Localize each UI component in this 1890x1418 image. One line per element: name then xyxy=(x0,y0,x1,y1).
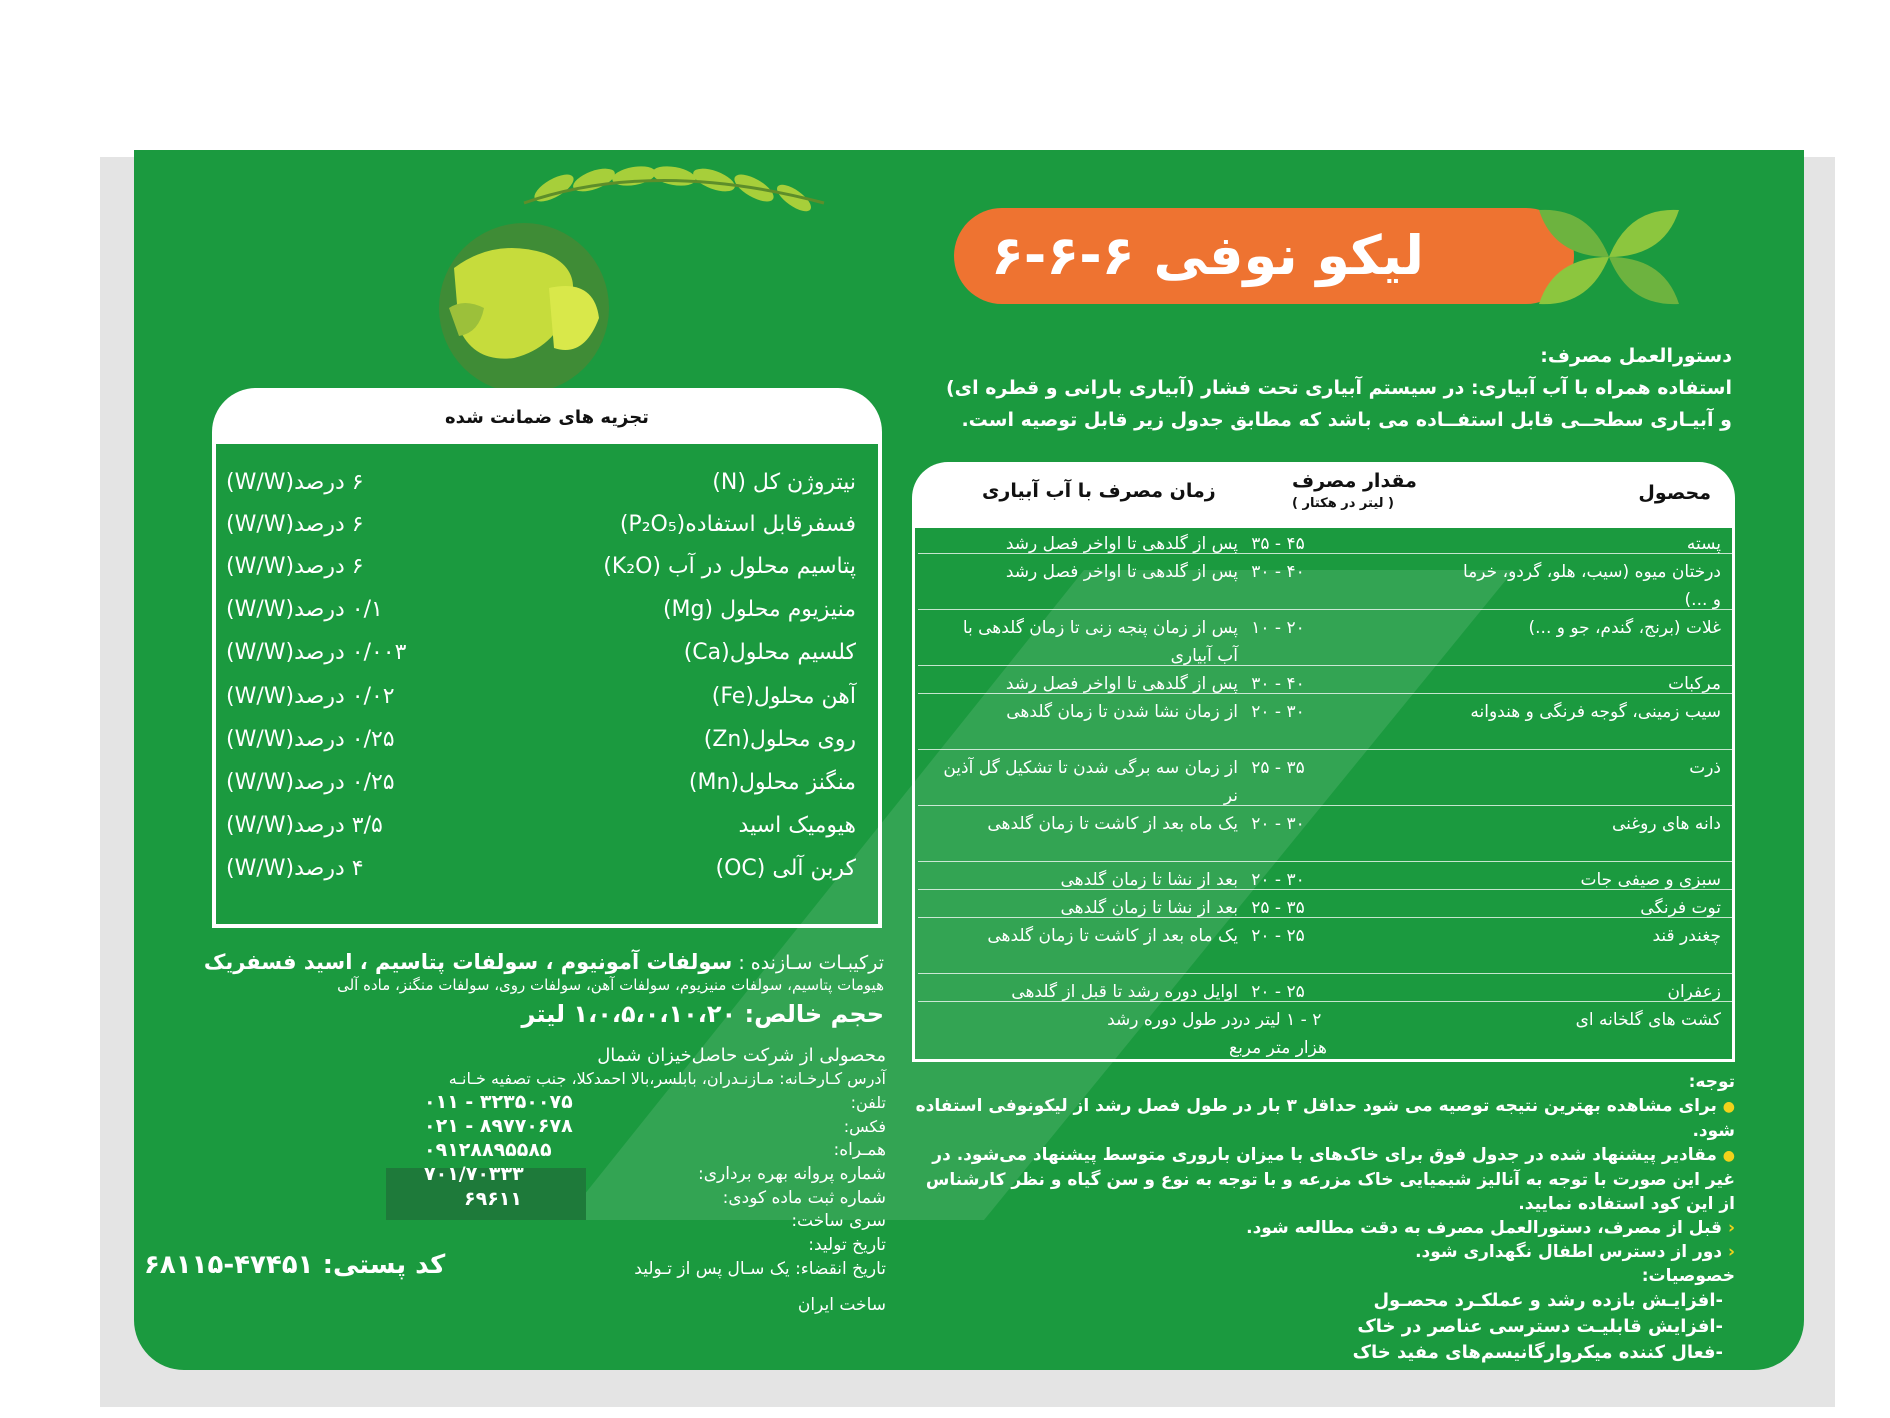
analysis-title: تجزیه های ضمانت شده xyxy=(212,388,882,444)
header-amount-unit: ( لیتر در هکتار ) xyxy=(1292,496,1394,511)
composition-line xyxy=(164,950,884,974)
analysis-row xyxy=(226,597,862,637)
note-text: مقادیر پیشنهاد شده در جدول فوق برای خاک‌های با میزان باروری متوسط پیشنهاد می‌شود. در غیر این صورت با توجه به آنالیز شیمیایی خاک مزرعه و با توجه به نوع و سن گیاه و نظر کارشناس از این کود استفاده نمایید. xyxy=(925,1145,1735,1214)
registration-label: شماره ثبت ماده کودی: xyxy=(722,1188,886,1208)
warning-text: قبل از مصرف، دستورالعمل مصرف به دقت مطالعه شود. xyxy=(1246,1218,1723,1238)
expiry-date: تاریخ انقضاء: یک سـال پس از تـولید xyxy=(634,1259,886,1279)
company-address: آدرس کـارخـانه: مـازنـدران، بابلسر،بالا احمدکلا، جنب تصفیه خـانـه xyxy=(448,1069,886,1088)
row-crop: پسته xyxy=(1686,534,1721,554)
row-amount: ۳۰ - ۲۰ xyxy=(1251,702,1305,722)
mobile-label: همـراه: xyxy=(833,1140,886,1160)
table-row xyxy=(918,750,1735,806)
analysis-value: ۰/۲۵ درصد(W/W) xyxy=(226,727,395,752)
row-crop: غلات (برنج، گندم، جو و ...) xyxy=(1528,618,1721,638)
table-row xyxy=(918,694,1735,750)
composition-label: ترکیبـات سـازنده : xyxy=(738,952,884,974)
analysis-row xyxy=(226,512,862,552)
row-time: اوایل دوره رشد تا قبل از گلدهی xyxy=(1011,982,1238,1002)
analysis-value: ۶ درصد(W/W) xyxy=(226,512,364,537)
row-amount: ۲۰ - ۱۰ xyxy=(1251,618,1305,638)
feature-item: -افزایش قابلیـت دسترسی عناصر در خاک xyxy=(1357,1316,1723,1337)
made-in: ساخت ایران xyxy=(797,1295,886,1315)
analysis-value: ۰/۲۵ درصد(W/W) xyxy=(226,770,395,795)
registration-value: ۶۹۶۱۱ xyxy=(464,1188,522,1210)
permit-label: شماره پروانه بهره برداری: xyxy=(698,1164,886,1184)
fax-value: ۰۲۱ - ۸۹۷۷۰۶۷۸ xyxy=(424,1115,573,1137)
table-row xyxy=(918,666,1735,694)
row-time: از زمان نشا شدن تا زمان گلدهی xyxy=(1006,702,1238,722)
table-row xyxy=(918,1002,1735,1058)
bullet-icon: ● xyxy=(1722,1148,1735,1164)
analysis-row xyxy=(226,856,862,896)
row-crop: مرکبات xyxy=(1668,674,1721,694)
analysis-name: فسفرقابل استفاده(P₂O₅) xyxy=(619,512,856,537)
feature-item: -فعال کننده میکروارگانیسم‌های مفید خاک xyxy=(1352,1342,1723,1363)
postal-code: کد پستی: ۴۷۴۵۱-۶۸۱۱۵ xyxy=(144,1250,446,1280)
warning-text: دور از دسترس اطفال نگهداری شود. xyxy=(1415,1242,1723,1262)
row-crop: سیب زمینی، گوجه فرنگی و هندوانه xyxy=(1470,702,1721,722)
row-amount: ۳۵ - ۲۵ xyxy=(1251,758,1305,778)
row-amount: ۴۰ - ۳۰ xyxy=(1251,562,1305,582)
analysis-row xyxy=(226,554,862,594)
table-row xyxy=(918,918,1735,974)
analysis-value: ۴ درصد(W/W) xyxy=(226,856,364,881)
row-crop: درختان میوه (سیب، هلو، گردو، خرما و ...) xyxy=(1463,562,1721,610)
analysis-name: پتاسیم محلول در آب (K₂O) xyxy=(603,554,856,579)
permit-value: ۷۰۱/۷۰۳۳۳ xyxy=(424,1163,524,1185)
chevron-icon: ‹ xyxy=(1727,1218,1735,1238)
fax-label: فکس: xyxy=(843,1117,886,1136)
chevron-icon: ‹ xyxy=(1727,1242,1735,1262)
analysis-name: نیتروژن کل (N) xyxy=(712,470,856,495)
row-time: یک ماه بعد از کاشت تا زمان گلدهی xyxy=(987,926,1238,946)
feature-item: -افزایـش بازده رشد و عملکـرد محصـول xyxy=(1373,1290,1723,1311)
table-header xyxy=(912,462,1735,528)
table-row xyxy=(918,554,1735,610)
row-crop: چغندر قند xyxy=(1652,926,1721,946)
note-text: برای مشاهده بهترین نتیجه توصیه می شود حداقل ۳ بار در طول فصل رشد از لیکونوفی استفاده شود. xyxy=(915,1096,1735,1141)
row-time: از زمان سه برگی شدن تا تشکیل گل آذین نر xyxy=(943,758,1238,806)
analysis-row xyxy=(226,640,862,680)
analysis-name: هیومیک اسید xyxy=(738,813,856,838)
usage-table xyxy=(912,462,1735,1062)
analysis-row xyxy=(226,727,862,767)
analysis-value: ۶ درصد(W/W) xyxy=(226,554,364,579)
row-amount: ۳۰ - ۲۰ xyxy=(1251,814,1305,834)
row-time: بعد از نشا تا زمان گلدهی xyxy=(1060,898,1238,918)
table-row xyxy=(918,862,1735,890)
analysis-name: منگنز محلول(Mn) xyxy=(688,770,856,795)
analysis-row xyxy=(226,770,862,810)
row-crop: ذرت xyxy=(1689,758,1721,778)
row-amount: ۳۵ - ۲۵ xyxy=(1251,898,1305,918)
row-time: بعد از نشا تا زمان گلدهی xyxy=(1060,870,1238,890)
notes-heading: توجه: xyxy=(1688,1072,1735,1092)
warning-item xyxy=(912,1216,1735,1240)
table-row xyxy=(918,890,1735,918)
row-amount: ۳۰ - ۲۰ xyxy=(1251,870,1305,890)
guaranteed-analysis xyxy=(212,388,882,928)
header-amount: مقدار مصرف xyxy=(1292,470,1417,492)
analysis-value: ۰/۰۲ درصد(W/W) xyxy=(226,684,395,709)
instructions-line-1: استفاده همراه با آب آبیاری: در سیستم آبیاری تحت فشار (آبیاری بارانی و قطره ای) xyxy=(945,377,1732,399)
analysis-name: روی محلول(Zn) xyxy=(703,727,856,752)
notes-block xyxy=(912,1070,1735,1366)
table-row xyxy=(918,974,1735,1002)
features-heading: خصوصیات: xyxy=(1641,1266,1735,1286)
label-panel xyxy=(134,150,1804,1370)
row-crop: دانه های روغنی xyxy=(1611,814,1721,834)
bullet-icon: ● xyxy=(1722,1099,1735,1115)
net-volume: حجم خالص: ۱،۰،۵،۰،۱۰،۲۰ لیتر xyxy=(521,1000,884,1028)
row-crop: توت فرنگی xyxy=(1640,898,1721,918)
row-amount: ۴۵ - ۳۵ xyxy=(1251,534,1305,554)
usage-instructions xyxy=(914,340,1732,436)
row-amount: ۲ - ۱ لیتر در هزار متر مربع xyxy=(1229,1010,1327,1058)
phone-label: تلفن: xyxy=(850,1093,886,1112)
warning-item xyxy=(912,1240,1735,1264)
analysis-name: کلسیم محلول(Ca) xyxy=(683,640,856,665)
analysis-name: کربن آلی (OC) xyxy=(715,856,856,881)
analysis-name: آهن محلول(Fe) xyxy=(711,684,856,709)
note-bullet xyxy=(912,1143,1735,1216)
header-crop: محصول xyxy=(1638,482,1711,504)
row-time: پس از گلدهی تا اواخر فصل رشد xyxy=(1005,534,1238,554)
mobile-value: ۰۹۱۲۸۸۹۵۵۸۵ xyxy=(424,1139,552,1161)
row-time: در طول دوره رشد xyxy=(1107,1010,1238,1030)
table-row xyxy=(918,526,1735,554)
composition-secondary: هیومات پتاسیم، سولفات منیزیوم، سولفات آهن، سولفات روی، سولفات منگنز، ماده آلی xyxy=(337,976,884,994)
row-time: یک ماه بعد از کاشت تا زمان گلدهی xyxy=(987,814,1238,834)
phone-value: ۰۱۱ - ۳۲۳۵۰۰۷۵ xyxy=(424,1091,573,1113)
table-body xyxy=(912,524,1735,1062)
analysis-value: ۶ درصد(W/W) xyxy=(226,470,364,495)
analysis-name: منیزیوم محلول (Mg) xyxy=(662,597,856,622)
header-time: زمان مصرف با آب آبیاری xyxy=(982,480,1216,502)
batch-label: سری ساخت: xyxy=(791,1211,886,1231)
composition-block xyxy=(164,950,884,1028)
row-time: پس از گلدهی تا اواخر فصل رشد xyxy=(1005,562,1238,582)
note-bullet xyxy=(912,1094,1735,1143)
row-amount: ۴۰ - ۳۰ xyxy=(1251,674,1305,694)
analysis-row xyxy=(226,470,862,510)
analysis-value: ۳/۵ درصد(W/W) xyxy=(226,813,383,838)
analysis-value: ۰/۰۰۳ درصد(W/W) xyxy=(226,640,407,665)
product-title: لیکو نوفی ۶-۶-۶ xyxy=(954,208,1574,304)
table-row xyxy=(918,610,1735,666)
row-crop: کشت های گلخانه ای xyxy=(1575,1010,1721,1030)
analysis-row xyxy=(226,684,862,724)
row-time: پس از گلدهی تا اواخر فصل رشد xyxy=(1005,674,1238,694)
row-crop: سبزی و صیفی جات xyxy=(1580,870,1721,890)
table-row xyxy=(918,806,1735,862)
analysis-value: ۰/۱ درصد(W/W) xyxy=(226,597,383,622)
analysis-row xyxy=(226,813,862,853)
instructions-heading: دستورالعمل مصرف: xyxy=(1540,345,1732,367)
row-amount: ۲۵ - ۲۰ xyxy=(1251,982,1305,1002)
company-name: محصولی از شرکت حاصل‌خیزان شمال xyxy=(597,1045,886,1066)
leaf-logo-icon xyxy=(1534,202,1684,312)
production-date-label: تاریخ تولید: xyxy=(808,1235,886,1255)
row-crop: زعفران xyxy=(1667,982,1721,1002)
composition-main: سولفات آمونیوم ، سولفات پتاسیم ، اسید فسفریک xyxy=(203,950,733,974)
instructions-line-2: و آبیـاری سطحــی قابل استفــاده می باشد که مطابق جدول زیر قابل توصیه است. xyxy=(961,409,1732,431)
row-amount: ۲۵ - ۲۰ xyxy=(1251,926,1305,946)
globe-leaves-illustration xyxy=(354,158,834,388)
row-time: پس از زمان پنجه زنی تا زمان گلدهی با آب آبیاری xyxy=(962,618,1238,666)
